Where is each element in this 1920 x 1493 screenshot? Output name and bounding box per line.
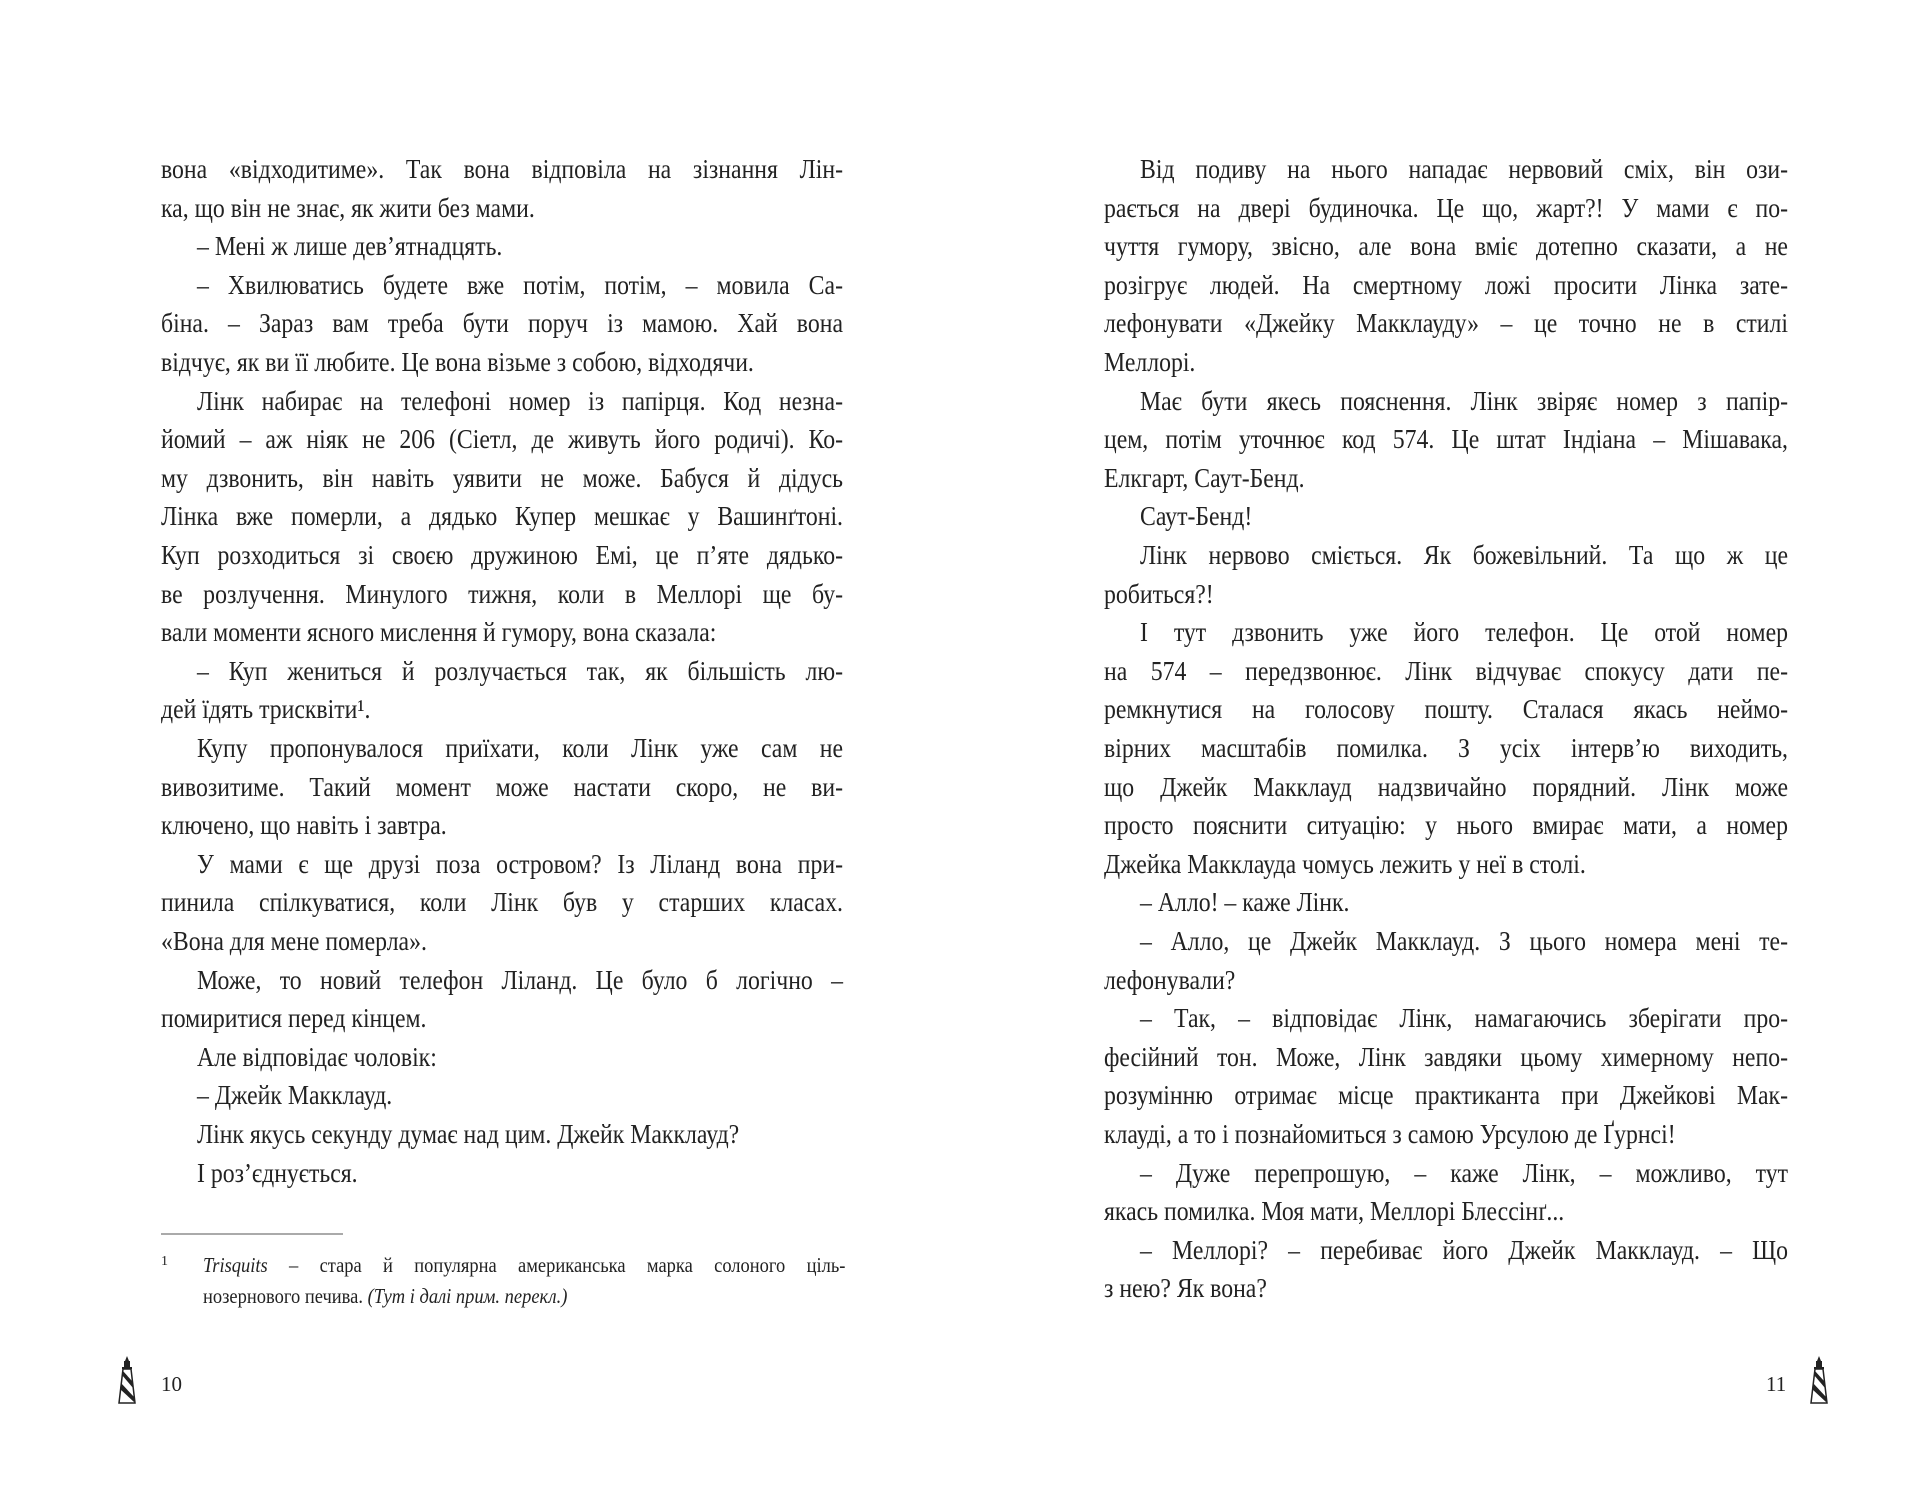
text-line: що Джейк Макклауд надзвичайно порядний. Лінк може bbox=[1104, 771, 1788, 802]
text-line: І тут дзвонить уже його телефон. Це отой номер bbox=[1140, 617, 1788, 648]
footnote-line bbox=[203, 1281, 845, 1312]
text-line: вали моменти ясного мислення й гумору, вона сказала: bbox=[161, 617, 717, 648]
text-line: Меллорі. bbox=[1104, 347, 1196, 377]
text-line: Може, то новий телефон Ліланд. Це було б логічно – bbox=[197, 964, 843, 995]
footnote-divider bbox=[161, 1233, 343, 1235]
text-line: Лінк набирає на телефоні номер із папірця. Код незна- bbox=[197, 385, 843, 416]
text-line: Лінка вже померли, а дядько Купер мешкає у Вашинґтоні. bbox=[161, 501, 843, 532]
text-line: біна. – Зараз вам треба бути поруч із мамою. Хай вона bbox=[161, 308, 843, 339]
text-line: – Мені ж лише дев’ятнадцять. bbox=[197, 231, 503, 262]
text-line: лефонували? bbox=[1104, 964, 1236, 995]
text-line: просто пояснити ситуацію: у нього вмирає мати, а номер bbox=[1104, 810, 1788, 841]
text-line: У мами є ще друзі поза островом? Із Ліланд вона при- bbox=[197, 848, 843, 879]
text-line: вона «відходитиме». Так вона відповіла на зізнання Лін- bbox=[161, 154, 843, 184]
text-line: му дзвонить, він навіть уявити не може. Бабуся й дідусь bbox=[161, 462, 843, 493]
text-line: ка, що він не знає, як жити без мами. bbox=[161, 192, 535, 223]
lighthouse-icon bbox=[116, 1355, 138, 1405]
page-number-left: 10 bbox=[161, 1372, 182, 1396]
text-line: якась помилка. Моя мати, Меллорі Блессінґ... bbox=[1104, 1196, 1565, 1227]
text-line: клауді, а то і познайомиться з самою Урсулою де Ґурнсі! bbox=[1104, 1119, 1676, 1149]
text-line: помиритися перед кінцем. bbox=[161, 1003, 427, 1034]
text-line: Від подиву на нього нападає нервовий сміх, він ози- bbox=[1140, 154, 1788, 184]
text-line: фесійний тон. Може, Лінк завдяки цьому химерному непо- bbox=[1104, 1041, 1788, 1072]
footnote-line bbox=[203, 1250, 845, 1281]
text-line: Лінк якусь секунду думає над цим. Джейк Макклауд? bbox=[197, 1119, 740, 1149]
lighthouse-icon bbox=[1808, 1355, 1830, 1405]
text-line: Елкгарт, Саут-Бенд. bbox=[1104, 462, 1305, 493]
text-line: Лінк нервово сміється. Як божевільний. Та що ж це bbox=[1140, 540, 1788, 570]
text-line: – Так, – відповідає Лінк, намагаючись зберігати про- bbox=[1140, 1003, 1788, 1034]
text-line: відчує, як ви її любите. Це вона візьме з собою, відходячи. bbox=[161, 347, 754, 377]
text-line: розігрує людей. На смертному ложі просити Лінка зате- bbox=[1104, 269, 1788, 300]
text-line: робиться?! bbox=[1104, 578, 1214, 609]
text-line: розумінню отримає місце практиканта при Джейкові Мак- bbox=[1104, 1080, 1788, 1111]
text-line: ремкнутися на голосову пошту. Сталася якась неймо- bbox=[1104, 694, 1788, 725]
text-line: чуття гумору, звісно, але вона вміє дотепно сказати, а не bbox=[1104, 231, 1788, 262]
text-line: дей їдять трисквіти¹. bbox=[161, 694, 371, 725]
text-line: Джейка Макклауда чомусь лежить у неї в столі. bbox=[1104, 848, 1586, 879]
footnote-term: Trisquits bbox=[203, 1253, 268, 1277]
text-line: лефонувати «Джейку Макклауду» – це точно не в стилі bbox=[1104, 308, 1788, 339]
text-line: Куп розходиться зі своєю дружиною Емі, це п’яте дядько- bbox=[161, 540, 843, 570]
text-line: – Джейк Макклауд. bbox=[197, 1080, 393, 1111]
text-line: рається на двері будиночка. Це що, жарт?! У мами є по- bbox=[1104, 192, 1788, 223]
text-line: вивозитиме. Такий момент може настати скоро, не ви- bbox=[161, 771, 843, 802]
text-line: Саут-Бенд! bbox=[1140, 501, 1253, 532]
text-line: І роз’єднується. bbox=[197, 1157, 358, 1188]
text-line: Має бути якесь пояснення. Лінк звіряє номер з папір- bbox=[1140, 385, 1788, 416]
text-line: – Алло! – каже Лінк. bbox=[1140, 887, 1350, 918]
text-line: – Алло, це Джейк Макклауд. З цього номера мені те- bbox=[1140, 926, 1788, 956]
footnote-text: нозернового печива. bbox=[203, 1284, 368, 1308]
text-line: ве розлучення. Минулого тижня, коли в Меллорі ще бу- bbox=[161, 578, 843, 609]
text-line: вірних масштабів помилка. З усіх інтерв’ю виходить, bbox=[1104, 733, 1788, 763]
text-line: – Дуже перепрошую, – каже Лінк, – можливо, тут bbox=[1140, 1157, 1788, 1188]
text-line: пинила спілкуватися, коли Лінк був у старших класах. bbox=[161, 887, 843, 918]
text-line: з нею? Як вона? bbox=[1104, 1273, 1267, 1304]
footnote-text: – стара й популярна американська марка солоного ціль- bbox=[267, 1253, 846, 1277]
footnote-marker: 1 bbox=[161, 1254, 168, 1269]
text-line: ключено, що навіть і завтра. bbox=[161, 810, 447, 841]
text-line: на 574 – передзвонює. Лінк відчуває спокусу дати пе- bbox=[1104, 655, 1788, 686]
text-line: цем, потім уточнює код 574. Це штат Індіана – Мішавака, bbox=[1104, 424, 1788, 455]
text-line: йомий – аж ніяк не 206 (Сіетл, де живуть його родичі). Ко- bbox=[161, 424, 843, 455]
footnote-translator-note: (Тут і далі прим. перекл.) bbox=[367, 1284, 568, 1308]
text-line: «Вона для мене померла». bbox=[161, 926, 427, 956]
text-line: – Хвилюватись будете вже потім, потім, – мовила Са- bbox=[197, 269, 843, 300]
text-line: – Меллорі? – перебиває його Джейк Макклауд. – Що bbox=[1140, 1234, 1788, 1265]
page-number-right: 11 bbox=[1766, 1372, 1787, 1396]
text-line: – Куп жениться й розлучається так, як більшість лю- bbox=[197, 655, 843, 686]
text-line: Але відповідає чоловік: bbox=[197, 1041, 437, 1072]
text-line: Купу пропонувалося приїхати, коли Лінк уже сам не bbox=[197, 733, 843, 763]
